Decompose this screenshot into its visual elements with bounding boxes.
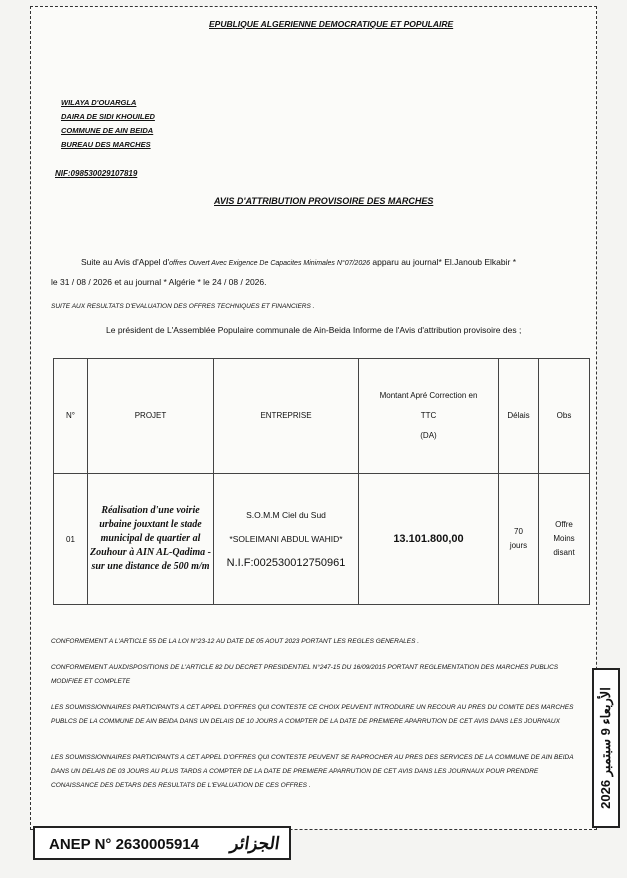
col-header-entreprise: ENTREPRISE [214, 359, 359, 474]
col-header-montant: Montant Apré Correction en TTC (DA) [359, 359, 499, 474]
footer-clause-2: CONFORMEMENT AUXDISPOSITIONS DE L'ARTICLE 82 DU DECRET PRESIDENTIEL N°247-15 DU 16/09/2015 PORTANT REGLEMENTATION DES MARCHES PUBLICS MODIFIEE ET COMPLETE [51, 664, 559, 685]
newspaper-logo: الجزائر [229, 834, 281, 853]
bureau-line: BUREAU DES MARCHES [61, 140, 151, 149]
nif-line: NIF:098530029107819 [55, 169, 138, 178]
intro-paragraph-2: le 31 / 08 / 2026 et au journal * Algérie * le 24 / 08 / 2026. [51, 277, 267, 287]
republic-header: EPUBLIQUE ALGERIENNE DEMOCRATIQUE ET POPULAIRE [209, 19, 454, 29]
wilaya-line: WILAYA D'OUARGLA [61, 98, 137, 107]
cell-obs: Offre Moins disant [539, 474, 590, 605]
anep-stamp [33, 826, 291, 860]
date-stamp-text: الأربعاء 9 سبتمبر 2026 [598, 687, 613, 809]
table-row [54, 474, 590, 605]
col-header-projet: PROJET [88, 359, 214, 474]
footer-clause-1: CONFORMEMENT A L'ARTICLE 55 DE LA LOI N°23-12 AU DATE DE 05 AOUT 2023 PORTANT LES REGLES GENERALES . [51, 638, 420, 645]
results-line: SUITE AUX RESULTATS D'EVALUATION DES OFFRES TECHNIQUES ET FINANCIERS . [51, 303, 315, 310]
attribution-table [53, 358, 590, 605]
footer-clause-4: LES SOUMISSIONNAIRES PARTICIPANTS A CET APPEL D'OFFRES QUI CONTESTE PEUVENT SE RAPROCHER AU PRES DES SERVICES DE LA COMMUNE DE AIN BEIDA DANS UN DELAIS DE 03 JOURS AU PLUS TARDS A COMPTER DE LA DATE DE PREMIERE APARRUTION DE CET AVIS DANS LES JOURNAUX POUR PRENDRE CONAISSANCE DES DETARS DES RESULTATS DE L'EVALUATION DE CES OFFRES . [51, 754, 574, 789]
col-header-delais: Délais [499, 359, 539, 474]
intro-paragraph-1: Suite au Avis d'Appel d'offres Ouvert Avec Exigence De Capacites Minimales N°07/2026 apparu au journal* El.Janoub Elkabir * [81, 257, 517, 267]
commune-line: COMMUNE DE AIN BEIDA [61, 126, 154, 135]
cell-delais: 70 jours [499, 474, 539, 605]
cell-projet: Réalisation d'une voirie urbaine jouxtant le stade municipal de quartier al Zouhour à AIN AL-Qadima - sur une distance de 500 m/m [88, 474, 214, 605]
anep-number: ANEP N° 2630005914 [49, 836, 199, 853]
cell-entreprise: S.O.M.M Ciel du Sud *SOLEIMANI ABDUL WAHID* N.I.F:002530012750961 [214, 474, 359, 605]
col-header-num: N° [54, 359, 88, 474]
footer-clause-3: LES SOUMISSIONNAIRES PARTICIPANTS A CET APPEL D'OFFRES QUI CONTESTE CE CHOIX PEUVENT INTRODUIRE UN RECOUR AU PRES DU COMITE DES MARCHES PUBLCS DE LA COMMUNE DE AIN BEIDA DANS UN DELAIS DE 10 JOURS A COMPTER DE LA DATE DE PREMIERE APARRUTION DE CET AVIS DANS LES JOURNAUX [51, 704, 574, 725]
daira-line: DAIRA DE SIDI KHOUILED [61, 112, 155, 121]
table-header-row [54, 359, 590, 474]
cell-montant: 13.101.800,00 [359, 474, 499, 605]
date-stamp [592, 668, 620, 828]
president-line: Le président de L'Assemblée Populaire communale de Ain-Beida Informe de l'Avis d'attribution provisoire des ; [106, 325, 522, 335]
notice-title: AVIS D'ATTRIBUTION PROVISOIRE DES MARCHES [214, 196, 434, 206]
cell-num: 01 [54, 474, 88, 605]
col-header-obs: Obs [539, 359, 590, 474]
